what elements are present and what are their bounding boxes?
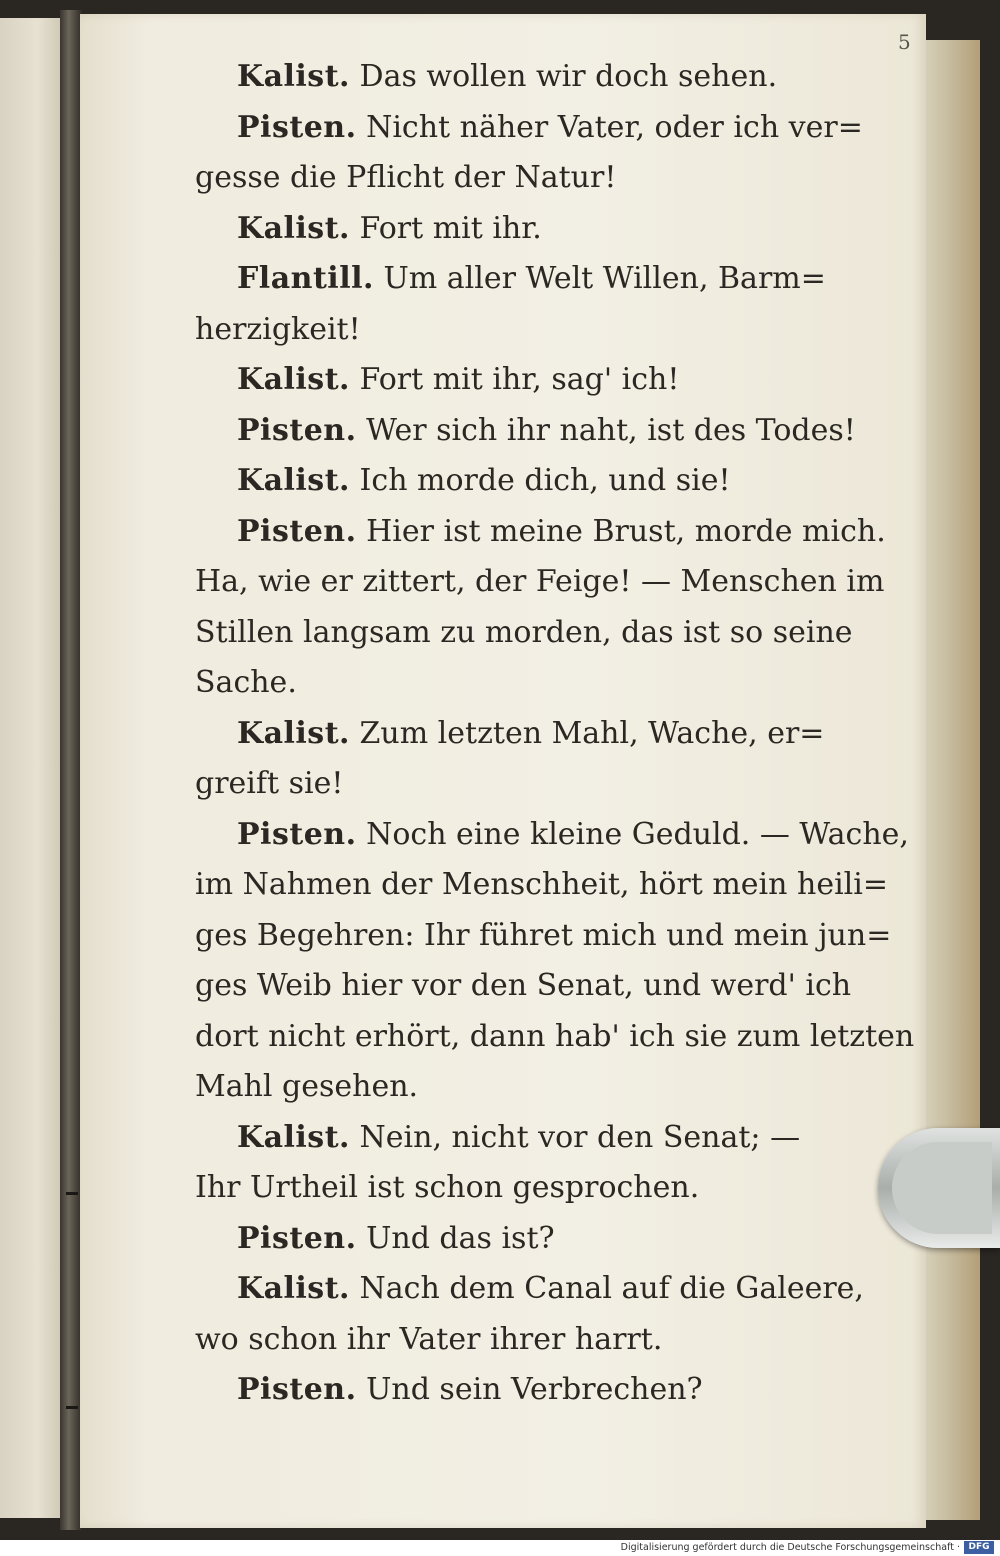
line-text: wo schon ihr Vater ihrer harrt.: [195, 1321, 663, 1357]
line-text: Das wollen wir doch sehen.: [350, 59, 778, 94]
text-line: [195, 1365, 925, 1416]
binding-stitch: [66, 1192, 78, 1195]
line-text: Um aller Welt Willen, Barm=: [373, 261, 826, 296]
text-line: [195, 254, 925, 305]
text-line: [195, 759, 925, 810]
speaker-name: Flantill.: [237, 261, 374, 296]
line-text: Wer sich ihr naht, ist des Todes!: [356, 412, 856, 448]
text-line: [195, 153, 925, 204]
text-line: [195, 1214, 925, 1265]
page-text: [195, 52, 925, 1416]
line-text: Stillen langsam zu morden, das ist so seine: [195, 614, 853, 650]
text-line: [195, 557, 925, 608]
line-text: Zum letzten Mahl, Wache, er=: [350, 715, 825, 751]
page-clip: [878, 1128, 1000, 1248]
page-clip-inner: [892, 1142, 992, 1234]
speaker-name: Pisten.: [237, 412, 357, 448]
speaker-name: Kalist.: [237, 362, 350, 397]
text-line: [195, 658, 925, 709]
line-text: Ich morde dich, und sie!: [350, 463, 731, 498]
speaker-name: Kalist.: [237, 1119, 350, 1155]
footer-credit: Digitalisierung gefördert durch die Deutsche Forschungsgemeinschaft ·: [620, 1542, 960, 1553]
line-text: dort nicht erhört, dann hab' ich sie zum letzten: [195, 1018, 915, 1054]
text-line: [195, 1062, 925, 1113]
speaker-name: Kalist.: [237, 1271, 350, 1306]
line-text: herzigkeit!: [195, 311, 361, 347]
line-text: Und sein Verbrechen?: [356, 1372, 703, 1407]
text-line: [195, 1315, 925, 1366]
speaker-name: Pisten.: [237, 1372, 357, 1407]
text-line: [195, 608, 925, 659]
line-text: Ihr Urtheil ist schon gesprochen.: [195, 1170, 700, 1205]
book-gutter: [60, 10, 82, 1530]
binding-stitch: [66, 1406, 78, 1409]
text-line: [195, 1113, 925, 1164]
speaker-name: Pisten.: [237, 513, 357, 549]
text-line: [195, 1163, 925, 1214]
line-text: gesse die Pflicht der Natur!: [195, 160, 617, 195]
text-line: [195, 406, 925, 457]
speaker-name: Kalist.: [237, 210, 350, 246]
text-line: [195, 103, 925, 154]
page-number: 5: [898, 30, 911, 54]
text-line: [195, 1012, 925, 1063]
text-line: [195, 911, 925, 962]
line-text: Noch eine kleine Geduld. — Wache,: [356, 816, 909, 852]
text-line: [195, 355, 925, 406]
dfg-logo: DFG: [964, 1541, 994, 1554]
text-line: [195, 1264, 925, 1315]
speaker-name: Pisten.: [237, 816, 357, 852]
text-line: [195, 507, 925, 558]
line-text: Sache.: [195, 665, 297, 700]
line-text: Und das ist?: [356, 1220, 555, 1256]
left-page-edge: [0, 18, 62, 1518]
speaker-name: Kalist.: [237, 59, 350, 94]
text-line: [195, 709, 925, 760]
text-line: [195, 305, 925, 356]
text-line: [195, 961, 925, 1012]
text-line: [195, 204, 925, 255]
line-text: greift sie!: [195, 766, 344, 801]
page-edges: [922, 40, 980, 1520]
speaker-name: Pisten.: [237, 1220, 357, 1256]
line-text: Hier ist meine Brust, morde mich.: [356, 513, 886, 549]
line-text: Nein, nicht vor den Senat; —: [350, 1119, 801, 1155]
line-text: ges Begehren: Ihr führet mich und mein jun=: [195, 917, 892, 953]
text-line: [195, 810, 925, 861]
text-line: [195, 52, 925, 103]
line-text: Fort mit ihr, sag' ich!: [350, 362, 680, 397]
line-text: Ha, wie er zittert, der Feige! — Menschen im: [195, 564, 885, 599]
line-text: Mahl gesehen.: [195, 1069, 419, 1104]
line-text: ges Weib hier vor den Senat, und werd' ich: [195, 968, 852, 1003]
line-text: im Nahmen der Menschheit, hört mein heili=: [195, 867, 889, 902]
line-text: Nicht näher Vater, oder ich ver=: [356, 109, 863, 145]
speaker-name: Pisten.: [237, 109, 357, 145]
line-text: Nach dem Canal auf die Galeere,: [350, 1271, 864, 1306]
speaker-name: Kalist.: [237, 715, 350, 751]
speaker-name: Kalist.: [237, 463, 350, 498]
text-line: [195, 860, 925, 911]
line-text: Fort mit ihr.: [350, 210, 542, 246]
text-line: [195, 456, 925, 507]
